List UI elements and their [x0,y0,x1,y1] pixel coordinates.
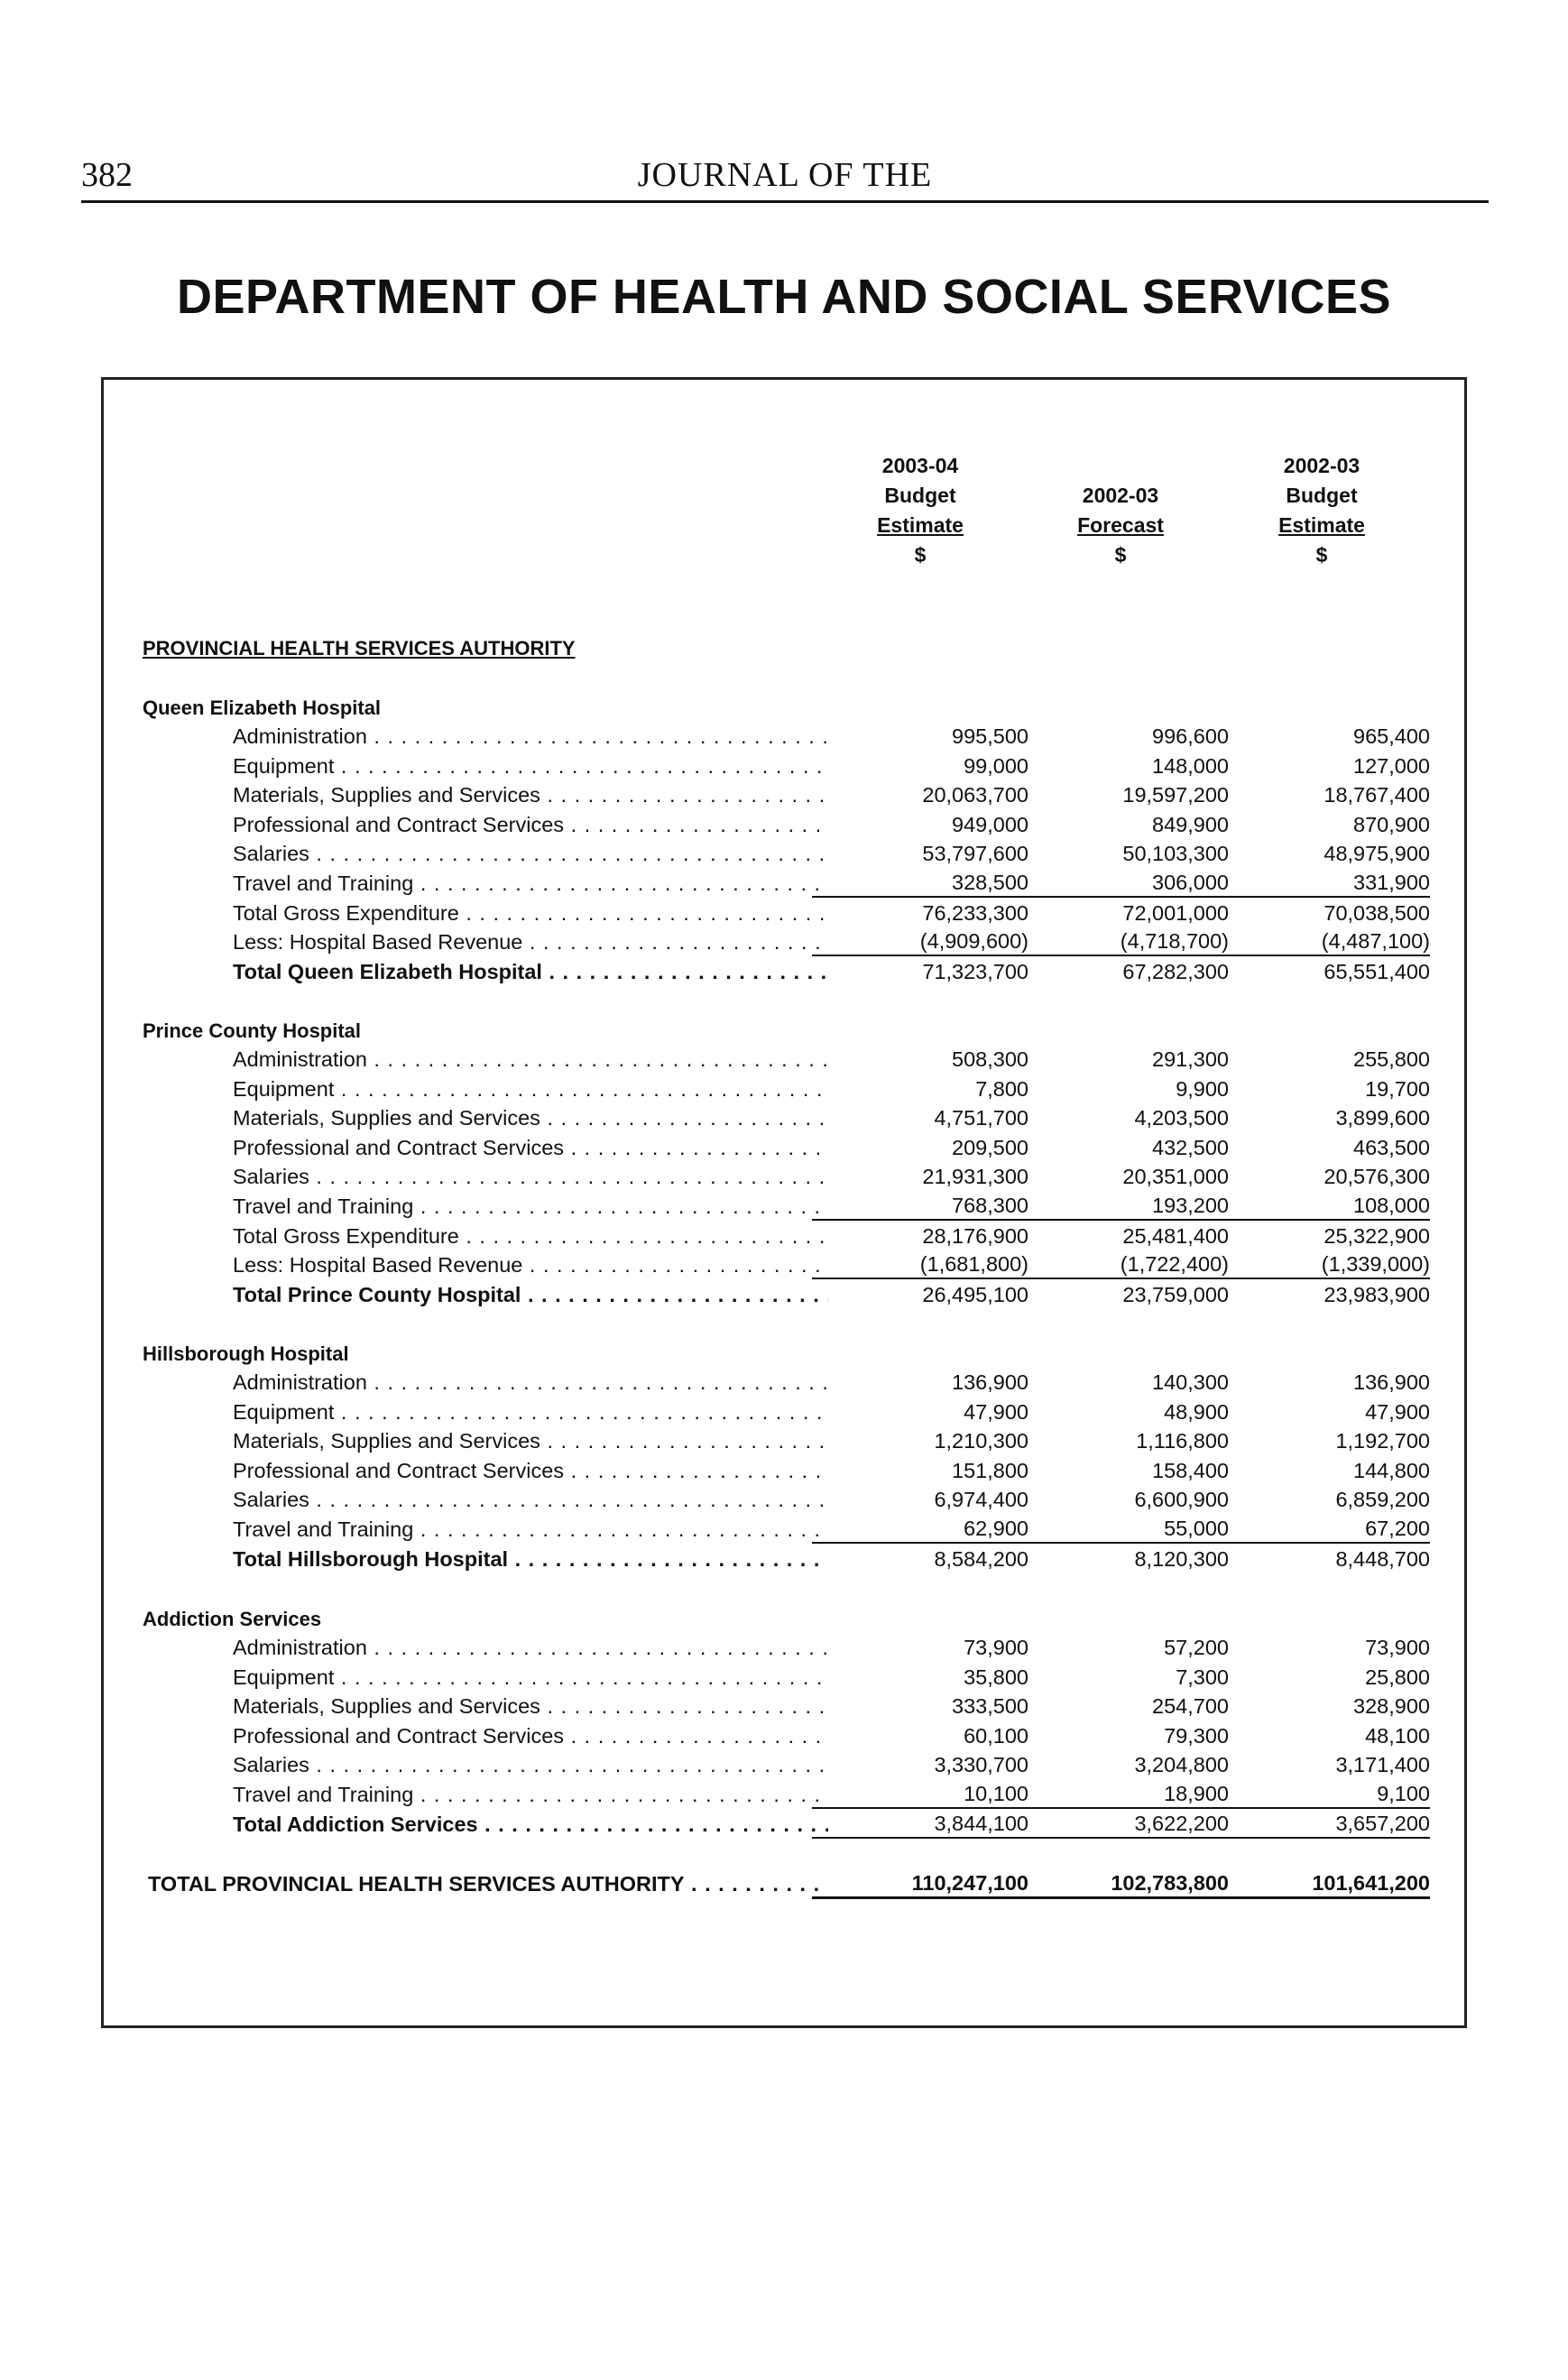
value-cell: 7,800 [975,1076,1028,1101]
row-label: Travel and Training . . . [233,869,828,898]
value-cell: 995,500 [952,724,1028,748]
value-cell: 21,931,300 [922,1165,1028,1189]
column-header-3 [1231,451,1412,570]
value-cell: 306,000 [1012,869,1229,898]
value-cell: (1,681,800) [812,1250,1028,1279]
value-cell: 73,900 [1365,1636,1430,1659]
value-cell: 9,900 [1176,1076,1229,1101]
value-cell: 3,844,100 [812,1810,1028,1839]
row-label: Professional and Contract Services . . . [233,810,828,839]
value-cell: 136,900 [952,1370,1028,1394]
section-heading: Hillsborough Hospital [143,1342,349,1365]
grand-total-row [148,1869,1447,1898]
value-cell: 28,176,900 [922,1223,1028,1248]
header-rule [81,200,1489,203]
table-row [233,1515,1442,1544]
value-cell: 18,900 [1012,1780,1229,1809]
value-cell: 35,800 [964,1665,1028,1689]
value-cell: 331,900 [1213,869,1430,898]
table-row [233,1426,1442,1455]
value-cell: 76,233,300 [922,900,1028,925]
row-label: Professional and Contract Services . . . [233,1456,828,1485]
table-row [233,1045,1442,1074]
row-label: Travel and Training . . . [233,1780,828,1809]
table-row [233,1721,1442,1750]
value-cell: 57,200 [1164,1636,1229,1659]
grand-total-value: 102,783,800 [1012,1869,1229,1899]
value-cell: 127,000 [1353,753,1430,778]
value-cell: 47,900 [1365,1399,1430,1424]
row-label: Materials, Supplies and Services . . . [233,1103,828,1132]
value-cell: 19,700 [1365,1076,1430,1101]
row-label: Administration . . . [233,1633,828,1662]
value-cell: 193,200 [1012,1192,1229,1221]
row-label: Professional and Contract Services . . . [233,1721,828,1750]
value-cell: 3,899,600 [1335,1106,1430,1130]
value-cell: 18,767,400 [1324,783,1430,807]
column-header-line: Estimate [877,513,964,537]
grand-total-value: 110,247,100 [812,1869,1028,1899]
page-number: 382 [81,156,133,194]
value-cell: 1,210,300 [934,1429,1028,1453]
value-cell: 432,500 [1152,1135,1229,1159]
value-cell: 71,323,700 [922,959,1028,983]
value-cell: 949,000 [952,812,1028,836]
value-cell: 996,600 [1152,724,1229,748]
section-heading: Addiction Services [143,1608,322,1630]
table-row [233,899,1442,927]
value-cell: (4,909,600) [812,927,1028,956]
table-row [233,1222,1442,1250]
row-label: Less: Hospital Based Revenue . . . [233,1250,828,1279]
table-row [233,1810,1442,1839]
column-header-line: 2002-03 [1082,484,1159,507]
row-label: Total Gross Expenditure . . . [233,899,828,927]
table-row [233,839,1442,868]
value-cell: 19,597,200 [1122,783,1229,807]
value-cell: 9,100 [1213,1780,1430,1809]
value-cell: 965,400 [1353,724,1430,748]
value-cell: 8,584,200 [934,1546,1028,1571]
value-cell: 328,900 [1353,1694,1430,1719]
value-cell: 67,200 [1213,1515,1430,1544]
table-row [233,1250,1442,1279]
value-cell: 26,495,100 [922,1282,1028,1306]
value-cell: 6,974,400 [934,1488,1028,1512]
row-label: Materials, Supplies and Services . . . [233,780,828,809]
authority-heading: PROVINCIAL HEALTH SERVICES AUTHORITY [143,637,576,660]
row-label: Total Gross Expenditure . . . [233,1222,828,1250]
journal-title: JOURNAL OF THE [637,156,933,194]
column-header-1 [830,451,1010,570]
column-header-line: $ [1114,543,1127,567]
value-cell: 148,000 [1152,753,1229,778]
row-label: Salaries . . . [233,1162,828,1191]
value-cell: 209,500 [952,1135,1028,1159]
value-cell: 3,330,700 [934,1753,1028,1777]
table-row [233,752,1442,780]
value-cell: 870,900 [1353,812,1430,836]
value-cell: 333,500 [952,1694,1028,1719]
table-row [233,1663,1442,1692]
table-row [233,1398,1442,1426]
value-cell: 48,900 [1164,1399,1229,1424]
value-cell: 48,100 [1365,1723,1430,1748]
value-cell: 53,797,600 [922,842,1028,866]
column-header-line: Budget [884,484,956,507]
table-row [233,1280,1442,1309]
value-cell: (4,718,700) [1012,927,1229,956]
value-cell: 849,900 [1152,812,1229,836]
column-header-line: Estimate [1278,513,1365,537]
value-cell: 3,657,200 [1213,1810,1430,1839]
column-header-2 [1030,451,1211,570]
section-heading: Prince County Hospital [143,1019,362,1042]
row-label: Travel and Training . . . [233,1515,828,1544]
value-cell: 79,300 [1164,1723,1229,1748]
table-row [233,869,1442,898]
value-cell: 20,576,300 [1324,1165,1430,1189]
value-cell: 73,900 [964,1636,1028,1659]
row-label: Equipment . . . [233,1663,828,1692]
table-row [233,1692,1442,1720]
row-label: Salaries . . . [233,1750,828,1779]
row-label: Equipment . . . [233,752,828,780]
row-label: Equipment . . . [233,1075,828,1103]
value-cell: 47,900 [964,1399,1028,1424]
value-cell: (1,339,000) [1213,1250,1430,1279]
value-cell: 25,481,400 [1122,1223,1229,1248]
value-cell: 55,000 [1012,1515,1229,1544]
section-heading: Queen Elizabeth Hospital [143,696,382,719]
value-cell: 23,759,000 [1122,1282,1229,1306]
column-header-line: $ [914,543,927,567]
value-cell: 768,300 [812,1192,1028,1221]
row-label: Materials, Supplies and Services . . . [233,1426,828,1455]
value-cell: 20,351,000 [1122,1165,1229,1189]
row-label: Total Hillsborough Hospital . . . [233,1545,828,1573]
value-cell: 328,500 [812,869,1028,898]
value-cell: 70,038,500 [1324,900,1430,925]
row-label: Materials, Supplies and Services . . . [233,1692,828,1720]
row-label: Total Addiction Services . . . [233,1810,828,1839]
value-cell: 10,100 [812,1780,1028,1809]
row-label: Administration . . . [233,1045,828,1074]
value-cell: 255,800 [1353,1047,1430,1071]
value-cell: 136,900 [1353,1370,1430,1394]
value-cell: 48,975,900 [1324,842,1430,866]
column-header-line: 2002-03 [1283,454,1360,477]
table-row [233,957,1442,986]
row-label: Equipment . . . [233,1398,828,1426]
value-cell: 7,300 [1176,1665,1229,1689]
table-row [233,1545,1442,1573]
table-row [233,1633,1442,1662]
row-label: Administration . . . [233,722,828,751]
value-cell: 151,800 [952,1458,1028,1482]
row-label: Travel and Training . . . [233,1192,828,1221]
running-head [81,155,1489,197]
value-cell: (4,487,100) [1213,927,1430,956]
column-header-line: Forecast [1077,513,1164,537]
value-cell: 67,282,300 [1122,959,1229,983]
value-cell: 50,103,300 [1122,842,1229,866]
row-label: Salaries . . . [233,1485,828,1514]
value-cell: 4,203,500 [1134,1106,1229,1130]
table-row [233,1103,1442,1132]
grand-total-label: TOTAL PROVINCIAL HEALTH SERVICES AUTHORITY . . . [148,1869,826,1898]
value-cell: 25,322,900 [1324,1223,1430,1248]
column-header-line: 2003-04 [881,454,959,477]
value-cell: (1,722,400) [1012,1250,1229,1279]
table-row [233,1485,1442,1514]
column-header-line [1030,451,1211,481]
value-cell: 1,192,700 [1335,1429,1430,1453]
value-cell: 3,204,800 [1134,1753,1229,1777]
value-cell: 23,983,900 [1324,1282,1430,1306]
value-cell: 291,300 [1152,1047,1229,1071]
row-label: Total Queen Elizabeth Hospital . . . [233,957,828,986]
value-cell: 65,551,400 [1324,959,1430,983]
value-cell: 1,116,800 [1136,1429,1229,1453]
value-cell: 4,751,700 [934,1106,1028,1130]
row-label: Salaries . . . [233,839,828,868]
value-cell: 108,000 [1213,1192,1430,1221]
value-cell: 463,500 [1353,1135,1430,1159]
value-cell: 99,000 [964,753,1028,778]
department-title: DEPARTMENT OF HEALTH AND SOCIAL SERVICES [176,270,1392,324]
value-cell: 8,448,700 [1335,1546,1430,1571]
grand-total-value: 101,641,200 [1213,1869,1430,1899]
row-label: Administration . . . [233,1368,828,1397]
table-row [233,1162,1442,1191]
value-cell: 20,063,700 [922,783,1028,807]
table-row [233,1192,1442,1221]
table-row [233,1780,1442,1809]
table-row [233,1750,1442,1779]
value-cell: 3,622,200 [1012,1810,1229,1839]
column-header-line: $ [1315,543,1328,567]
value-cell: 60,100 [964,1723,1028,1748]
table-row [233,1133,1442,1162]
value-cell: 140,300 [1152,1370,1229,1394]
value-cell: 6,859,200 [1335,1488,1430,1512]
value-cell: 144,800 [1353,1458,1430,1482]
table-row [233,1456,1442,1485]
table-row [233,1075,1442,1103]
value-cell: 6,600,900 [1134,1488,1229,1512]
table-row [233,1368,1442,1397]
table-row [233,722,1442,751]
row-label: Total Prince County Hospital . . . [233,1280,828,1309]
value-cell: 3,171,400 [1335,1753,1430,1777]
row-label: Professional and Contract Services . . . [233,1133,828,1162]
value-cell: 158,400 [1152,1458,1229,1482]
table-row [233,927,1442,956]
column-header-line: Budget [1286,484,1358,507]
value-cell: 62,900 [812,1515,1028,1544]
value-cell: 508,300 [952,1047,1028,1071]
value-cell: 254,700 [1152,1694,1229,1719]
value-cell: 25,800 [1365,1665,1430,1689]
row-label: Less: Hospital Based Revenue . . . [233,927,828,956]
table-row [233,810,1442,839]
table-row [233,780,1442,809]
value-cell: 8,120,300 [1134,1546,1229,1571]
value-cell: 72,001,000 [1122,900,1229,925]
